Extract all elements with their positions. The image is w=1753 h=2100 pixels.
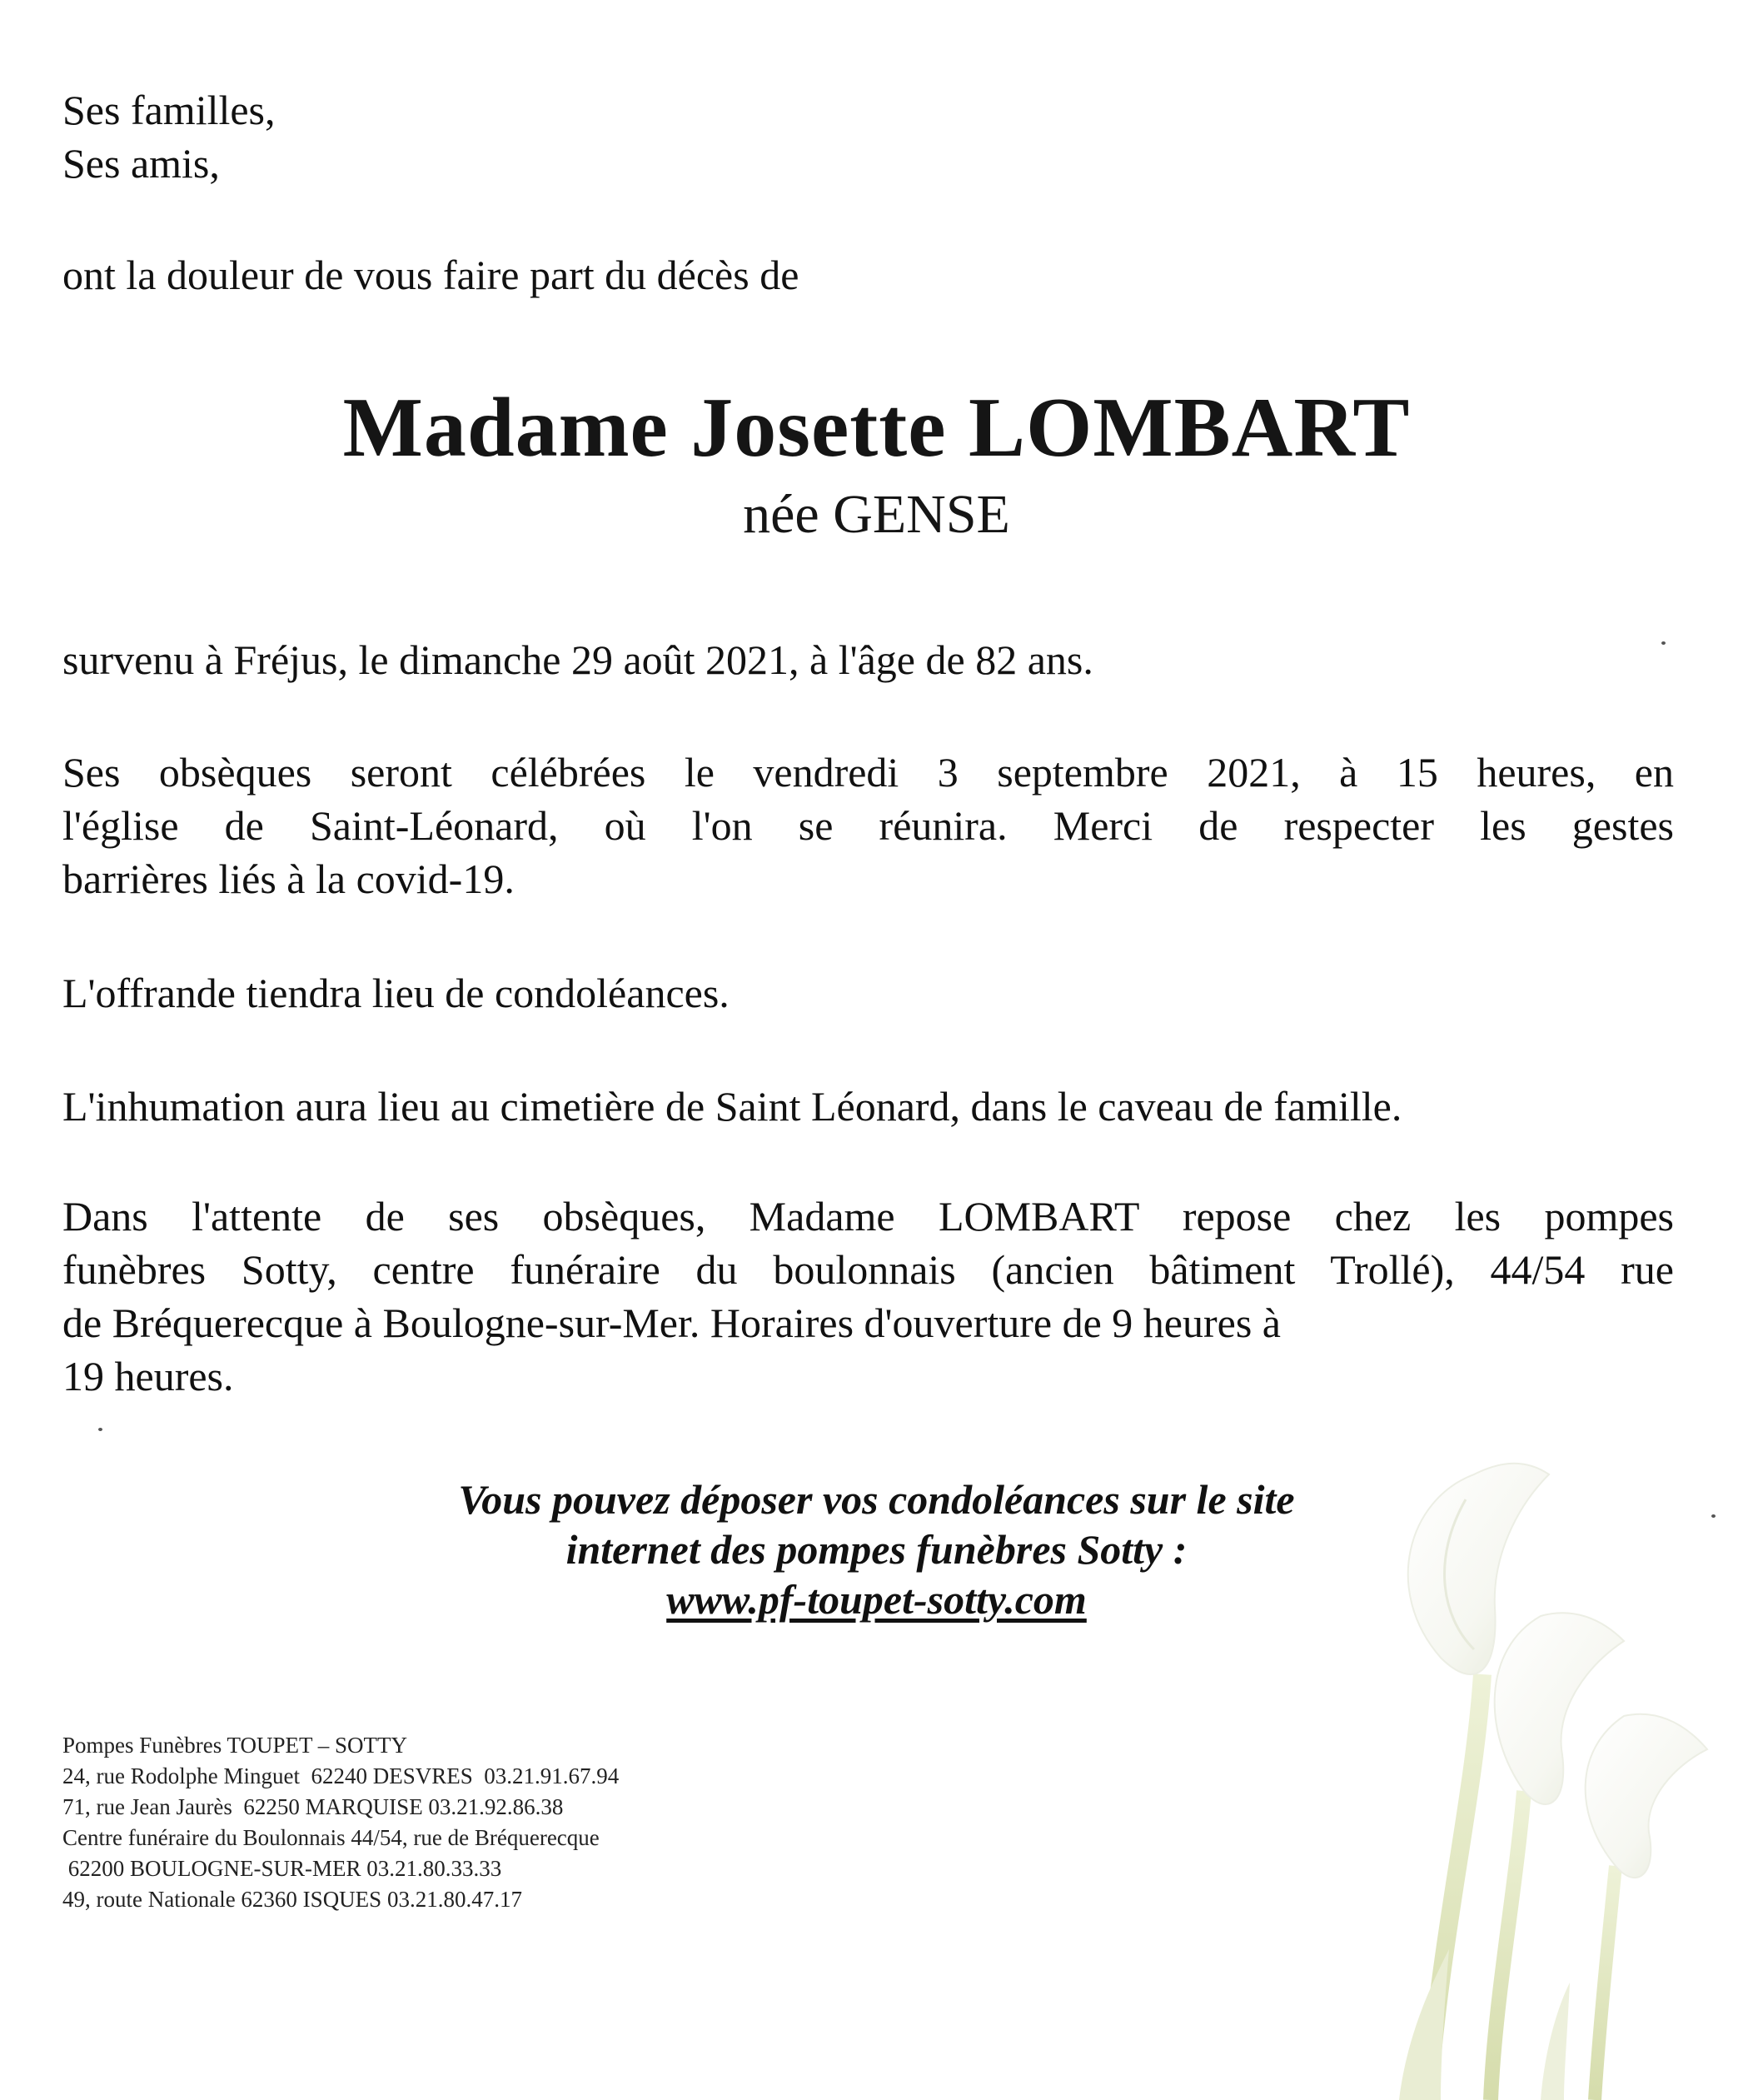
scan-speck [1661,641,1666,645]
maiden-name: née GENSE [743,484,1010,545]
deceased-name: Madame Josette LOMBART [342,381,1411,475]
repose-paragraph [62,1190,1674,1403]
scan-speck [98,1428,102,1431]
death-notice: survenu à Fréjus, le dimanche 29 août 2021, à l'âge de 82 ans. [62,636,1093,683]
repose-line: Dans l'attente de ses obsèques, Madame LOMBART repose chez les pompes [62,1193,1674,1240]
burial-notice: L'inhumation aura lieu au cimetière de Saint Léonard, dans le caveau de famille. [62,1083,1402,1130]
address-line: 24, rue Rodolphe Minguet 62240 DESVRES 03.21.91.67.94 [62,1763,620,1788]
address-line: 62200 BOULOGNE-SUR-MER 03.21.80.33.33 [62,1856,502,1881]
website-link[interactable]: www.pf-toupet-sotty.com [666,1576,1087,1623]
funeral-line: Ses obsèques seront célébrées le vendredi 3 septembre 2021, à 15 heures, en [62,749,1674,796]
family-line: Ses familles, [62,87,276,133]
repose-line: de Bréquerecque à Boulogne-sur-Mer. Horaires d'ouverture de 9 heures à [62,1299,1281,1346]
funeral-paragraph [62,746,1674,905]
announcement-line: ont la douleur de vous faire part du décès de [62,252,799,298]
repose-line: 19 heures. [62,1353,234,1399]
address-line: 49, route Nationale 62360 ISQUES 03.21.80.47.17 [62,1887,522,1912]
scan-speck [1711,1514,1716,1518]
condolences-line: internet des pompes funèbres Sotty : [565,1526,1188,1573]
address-line: 71, rue Jean Jaurès 62250 MARQUISE 03.21.92.86.38 [62,1794,564,1819]
condolences-line: Vous pouvez déposer vos condoléances sur le site [458,1476,1295,1523]
funeral-line: l'église de Saint-Léonard, où l'on se réunira. Merci de respecter les gestes [62,802,1674,849]
address-line: Centre funéraire du Boulonnais 44/54, rue de Bréquerecque [62,1825,600,1850]
offering-notice: L'offrande tiendra lieu de condoléances. [62,970,730,1016]
condolences-block [0,1474,1753,1624]
company-name: Pompes Funèbres TOUPET – SOTTY [62,1733,408,1758]
funeral-home-contacts [62,1730,619,1915]
funeral-line: barrières liés à la covid-19. [62,855,515,902]
repose-line: funèbres Sotty, centre funéraire du boulonnais (ancien bâtiment Trollé), 44/54 rue [62,1246,1674,1293]
friends-line: Ses amis, [62,140,220,187]
